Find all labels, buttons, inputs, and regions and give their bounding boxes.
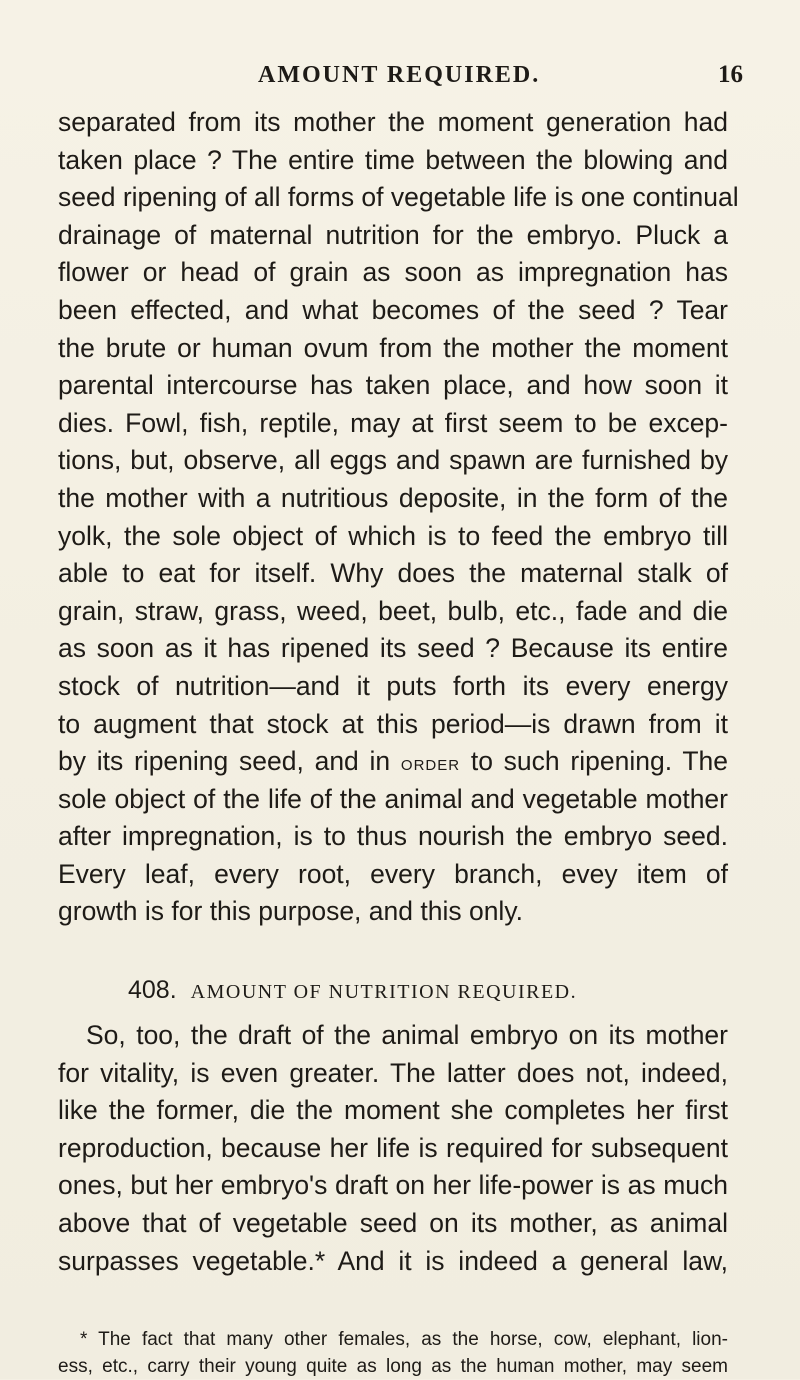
running-head-title: AMOUNT REQUIRED. bbox=[258, 62, 541, 88]
section-number: 408. bbox=[128, 976, 177, 1004]
text-line: dies. Fowl, fish, reptile, may at first seem to be excep- bbox=[58, 407, 728, 438]
text-line: after impregnation, is to thus nourish the embryo seed. bbox=[58, 821, 728, 852]
running-head bbox=[0, 60, 800, 100]
text-line: been effected, and what becomes of the seed ? Tear bbox=[58, 294, 728, 325]
text-line: reproduction, because her life is required for subsequent bbox=[58, 1132, 728, 1163]
text-line: yolk, the sole object of which is to feed the embryo till bbox=[58, 520, 728, 551]
text-line: the brute or human ovum from the mother the moment bbox=[58, 332, 728, 363]
section-heading bbox=[128, 974, 577, 1008]
footnote-line: ess, etc., carry their young quite as long as the human mother, may seem bbox=[58, 1356, 728, 1377]
text-line: separated from its mother the moment generation had bbox=[58, 107, 728, 137]
text-line: surpasses vegetable.* And it is indeed a general law, bbox=[58, 1245, 728, 1276]
text-line: tions, but, observe, all eggs and spawn are furnished by bbox=[58, 445, 728, 476]
text-line: for vitality, is even greater. The latter does not, indeed, bbox=[58, 1057, 728, 1088]
text-line: as soon as it has ripened its seed ? Because its entire bbox=[58, 633, 728, 664]
text-line: drainage of maternal nutrition for the embryo. Pluck a bbox=[58, 219, 728, 250]
text-line: like the former, die the moment she completes her first bbox=[58, 1095, 728, 1126]
text-line: flower or head of grain as soon as impregnation has bbox=[58, 257, 728, 288]
text-line: above that of vegetable seed on its mother, as animal bbox=[58, 1207, 728, 1238]
text-line: the mother with a nutritious deposite, in the form of the bbox=[58, 482, 728, 513]
text-line-with-smallcaps bbox=[58, 743, 728, 781]
text-line: seed ripening of all forms of vegetable life is one continual bbox=[58, 182, 739, 213]
text-line: Every leaf, every root, every branch, evey item of bbox=[58, 858, 728, 889]
text-segment: to such ripening. The bbox=[460, 746, 728, 777]
text-line: So, too, the draft of the animal embryo on its mother bbox=[86, 1020, 728, 1050]
footnote bbox=[58, 1326, 728, 1380]
section-title: AMOUNT OF NUTRITION REQUIRED. bbox=[190, 981, 578, 1003]
text-line: grain, straw, grass, weed, beet, bulb, etc., fade and die bbox=[58, 595, 728, 626]
paragraph-2 bbox=[58, 1017, 728, 1280]
smallcaps-word: order bbox=[400, 750, 461, 776]
text-line: growth is for this purpose, and this only. bbox=[58, 896, 523, 927]
footnote-line: * The fact that many other females, as the horse, cow, elephant, lion- bbox=[80, 1329, 728, 1350]
text-line: ones, but her embryo's draft on her life-power is as much bbox=[58, 1170, 728, 1201]
page-number: 16 bbox=[718, 61, 743, 88]
text-line: taken place ? The entire time between the blowing and bbox=[58, 144, 728, 175]
text-line: able to eat for itself. Why does the maternal stalk of bbox=[58, 558, 728, 589]
paragraph-1 bbox=[58, 104, 739, 931]
text-line: parental intercourse has taken place, and how soon it bbox=[58, 370, 728, 401]
text-segment: by its ripening seed, and in bbox=[58, 746, 401, 777]
text-line: sole object of the life of the animal and vegetable mother bbox=[58, 783, 728, 814]
text-line: stock of nutrition—and it puts forth its every energy bbox=[58, 670, 728, 701]
text-line: to augment that stock at this period—is drawn from it bbox=[58, 708, 728, 739]
